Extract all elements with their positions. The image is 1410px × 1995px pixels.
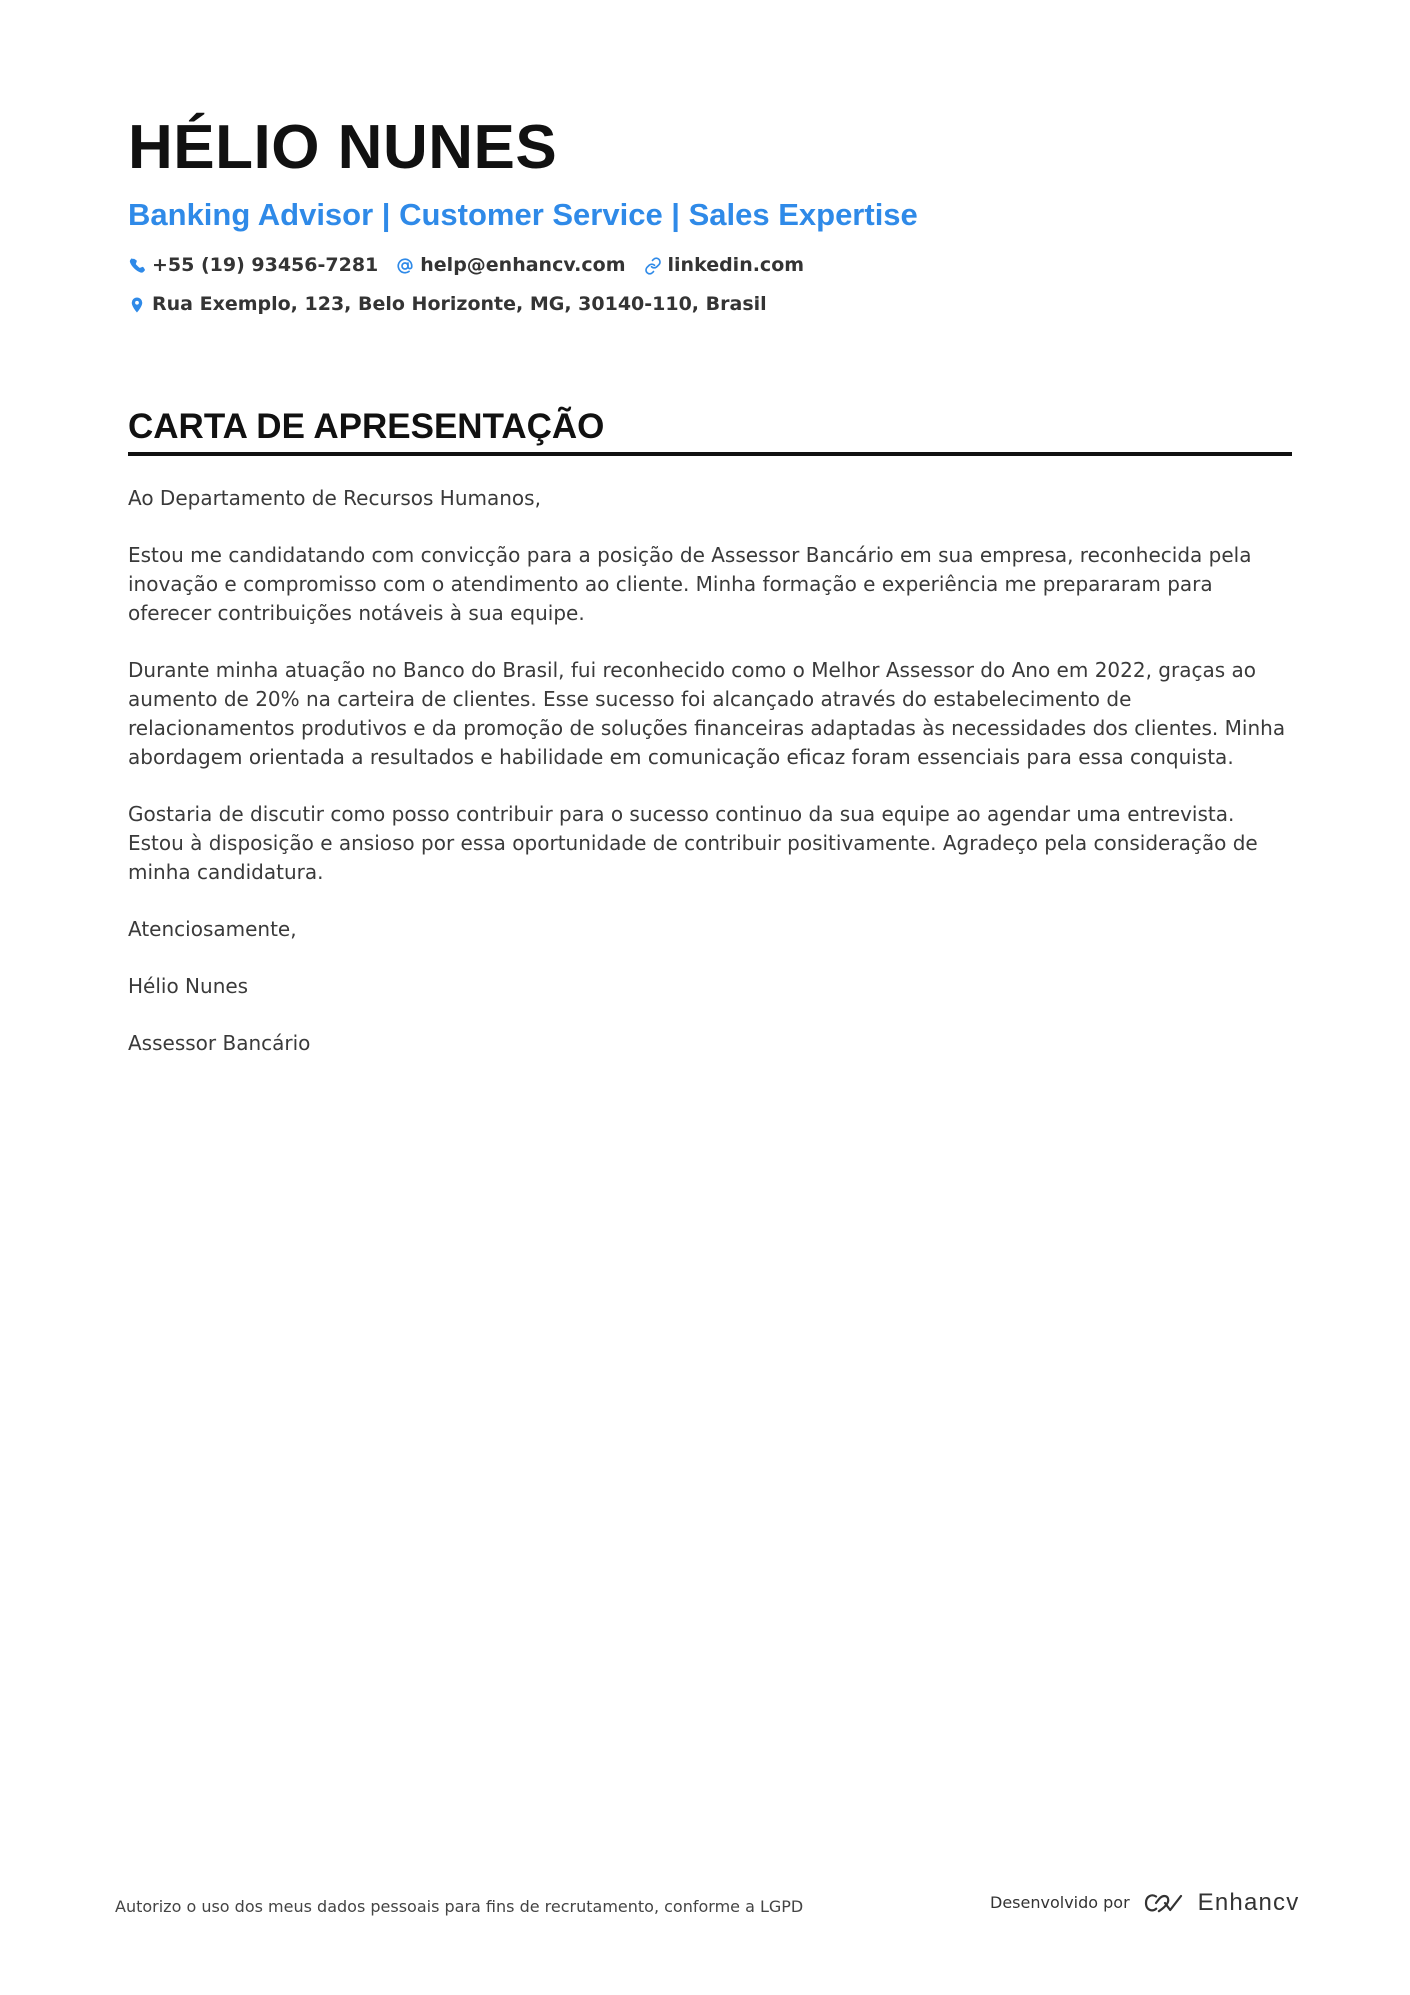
candidate-name: HÉLIO NUNES (128, 113, 558, 182)
linkedin-contact[interactable] (644, 252, 805, 279)
phone-contact (128, 252, 378, 279)
address-contact (128, 291, 767, 318)
email-link[interactable]: help@enhancv.com (420, 254, 626, 276)
lgpd-consent-text: Autorizo o uso dos meus dados pessoais para fins de recrutamento, conforme a LGPD (115, 1897, 804, 1916)
resume-header (128, 108, 1292, 318)
location-pin-icon (128, 296, 146, 314)
contact-row-address (128, 291, 1292, 318)
powered-by (990, 1890, 1299, 1916)
link-icon (644, 257, 662, 275)
letter-paragraph-2: Durante minha atuação no Banco do Brasil, fui reconhecido como o Melhor Assessor do Ano em 2022, graças ao aumento de 20% na carteira de clientes. Esse sucesso foi alcançado através do estabelecimento de relacionamentos produtivos e da promoção de soluções financeiras adaptadas às necessidades dos clientes. Minha abordagem orientada a resultados e habilidade em comunicação eficaz foram essenciais para essa conquista. (128, 658, 1286, 769)
professional-headline: Banking Advisor | Customer Service | Sales Expertise (128, 197, 918, 232)
phone-icon (128, 257, 146, 275)
letter-paragraph-3: Gostaria de discutir como posso contribuir para o sucesso continuo da sua equipe ao agendar uma entrevista. Estou à disposição e ansioso por essa oportunidade de contribuir positivamente. Agradeço pela consideração de minha candidatura. (128, 802, 1258, 884)
phone-number: +55 (19) 93456-7281 (152, 254, 379, 276)
linkedin-link[interactable]: linkedin.com (667, 254, 805, 276)
address-text: Rua Exemplo, 123, Belo Horizonte, MG, 30140-110, Brasil (152, 293, 767, 315)
enhancv-brand[interactable] (1142, 1890, 1300, 1916)
signature-name: Hélio Nunes (128, 974, 249, 998)
section-title: CARTA DE APRESENTAÇÃO (128, 405, 1292, 456)
powered-by-label: Desenvolvido por (990, 1893, 1130, 1912)
contact-row-primary (128, 252, 1292, 279)
closing: Atenciosamente, (128, 917, 297, 941)
letter-body (128, 484, 1292, 1058)
letter-paragraph-1: Estou me candidatando com convicção para a posição de Assessor Bancário em sua empresa, reconhecida pela inovação e compromisso com o atendimento ao cliente. Minha formação e experiência me prepararam para oferecer contribuições notáveis à sua equipe. (128, 543, 1252, 625)
cover-letter-section (128, 405, 1292, 1086)
at-icon (396, 257, 414, 275)
signature-title: Assessor Bancário (128, 1031, 311, 1055)
enhancv-logo-icon (1142, 1891, 1188, 1915)
salutation: Ao Departamento de Recursos Humanos, (128, 486, 541, 510)
enhancv-brand-name[interactable]: Enhancv (1197, 1889, 1300, 1916)
email-contact[interactable] (396, 252, 625, 279)
